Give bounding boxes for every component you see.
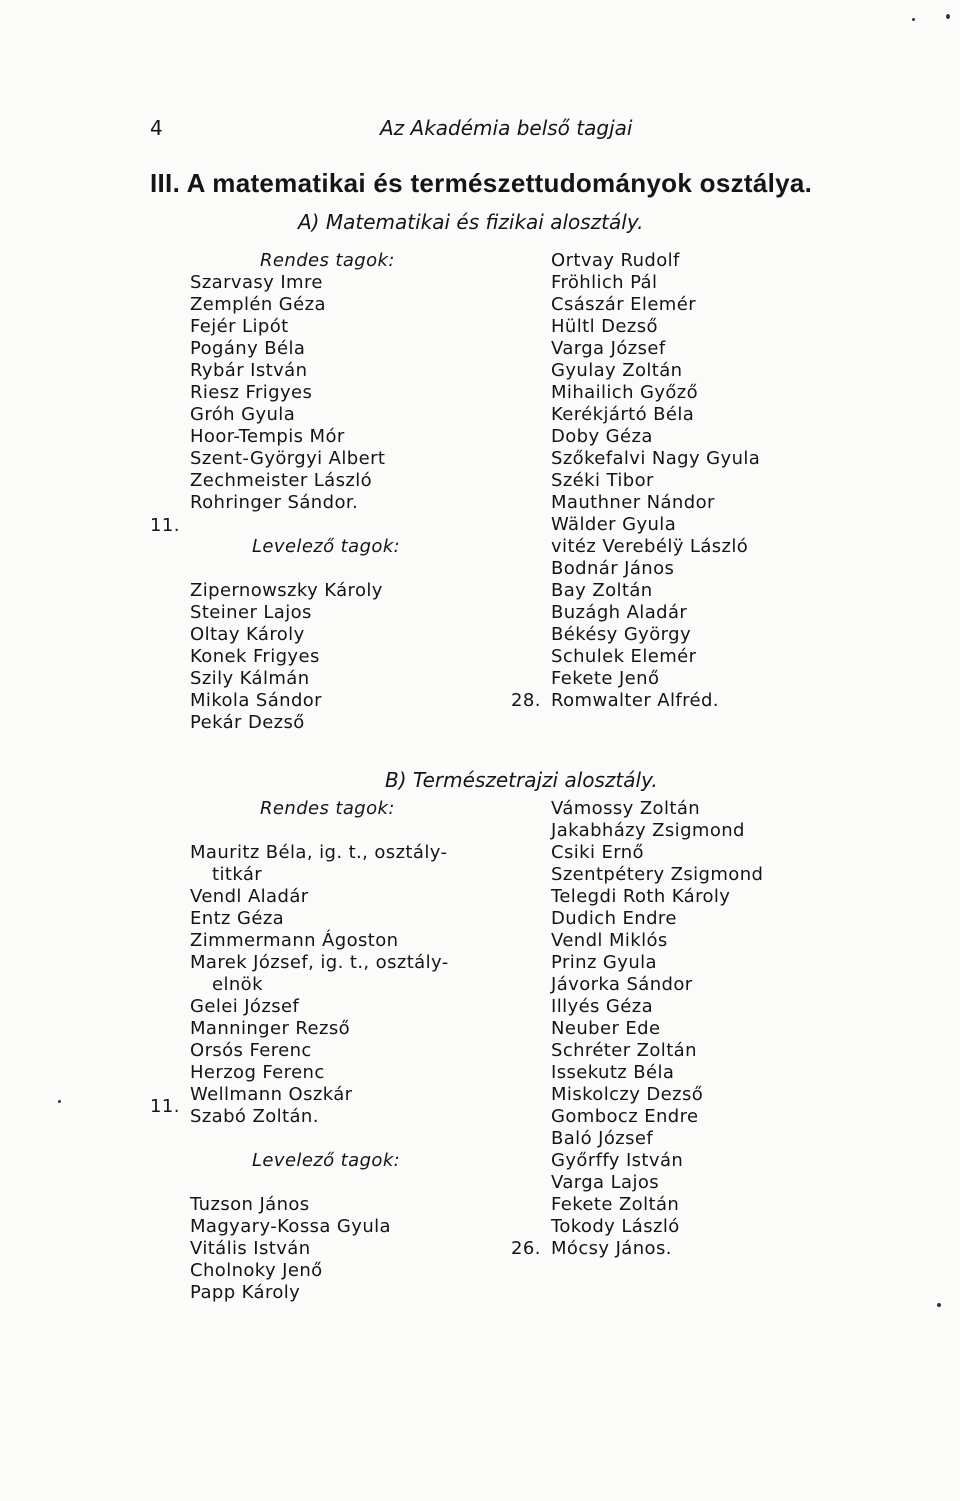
page-number: 4 [150,116,163,140]
member-name: Mihailich Győző [551,382,699,403]
member-name: Orsós Ferenc [190,1040,312,1061]
member-name: Wälder Gyula [551,514,677,535]
subsection-b-left-column [190,798,449,1304]
member-name: Győrffy István [551,1150,684,1171]
member-name: Illyés Géza [551,996,654,1017]
member-name: Cholnoky Jenő [190,1260,323,1281]
member-name: Szent-Györgyi Albert [190,448,386,469]
member-name: Konek Frigyes [190,646,320,667]
member-name: Marek József, ig. t., osztály- [190,952,449,973]
rendes-list [190,272,400,514]
levelezo-list-right [551,798,763,1260]
member-name: Issekutz Béla [551,1062,675,1083]
scan-speck [58,1100,61,1103]
member-name: Mócsy János. [551,1238,672,1259]
rendes-label: Rendes tagok: [260,250,395,271]
scan-speck [946,14,950,19]
member-name: Fejér Lipót [190,316,289,337]
member-name: Hültl Dezső [551,316,658,337]
member-name: Zimmermann Ágoston [190,930,399,951]
member-name: Neuber Ede [551,1018,661,1039]
member-name: Entz Géza [190,908,285,929]
member-name: Vitális István [190,1238,311,1259]
member-name: Bodnár János [551,558,675,579]
member-name: Bay Zoltán [551,580,653,601]
member-name: Papp Károly [190,1282,301,1303]
subsection-b-right-column [551,798,763,1260]
member-name: Szentpétery Zsigmond [551,864,764,885]
member-name: Gróh Gyula [190,404,296,425]
levelezo-label: Levelező tagok: [252,536,401,557]
member-name: Vámossy Zoltán [551,798,701,819]
member-name: Mauritz Béla, ig. t., osztály- [190,842,448,863]
member-name: Telegdi Roth Károly [551,886,731,907]
section-title: III. A matematikai és természettudományok osztálya. [150,168,813,198]
member-name: Szabó Zoltán. [190,1106,319,1127]
levelezo-list-left [190,1194,449,1304]
levelezo-count: 26. [511,1238,541,1259]
member-name: Schulek Elemér [551,646,697,667]
member-name: Csiki Ernő [551,842,644,863]
member-name: Széki Tibor [551,470,654,491]
member-name: Jávorka Sándor [551,974,693,995]
member-name: Manninger Rezső [190,1018,351,1039]
levelezo-list-right [551,250,760,712]
member-name: Wellmann Oszkár [190,1084,353,1105]
member-name: Pogány Béla [190,338,306,359]
member-name: Romwalter Alfréd. [551,690,719,711]
member-name: Fekete Zoltán [551,1194,680,1215]
member-name: Zipernowszky Károly [190,580,383,601]
member-name: Hoor-Tempis Mór [190,426,345,447]
member-name: Kerékjártó Béla [551,404,695,425]
member-name: Gombocz Endre [551,1106,699,1127]
member-name: Jakabházy Zsigmond [551,820,745,841]
member-name: Steiner Lajos [190,602,312,623]
rendes-label: Rendes tagok: [260,798,395,819]
member-name: Rohringer Sándor. [190,492,359,513]
member-name: Mauthner Nándor [551,492,715,513]
member-name: Doby Géza [551,426,653,447]
member-name: Herzog Ferenc [190,1062,325,1083]
member-name: Szarvasy Imre [190,272,323,293]
member-name: Ortvay Rudolf [551,250,680,271]
subsection-a-title: A) Matematikai és fizikai alosztály. [298,210,644,234]
member-name: Zechmeister László [190,470,373,491]
member-name: Pekár Dezső [190,712,305,733]
member-name: Magyary-Kossa Gyula [190,1216,391,1237]
rendes-count: 11. [150,1096,180,1117]
member-name: Fröhlich Pál [551,272,658,293]
member-name: Gelei József [190,996,300,1017]
levelezo-list-left [190,580,400,734]
member-name: Riesz Frigyes [190,382,313,403]
member-name: Zemplén Géza [190,294,326,315]
scan-speck [912,18,915,21]
member-name: elnök [212,974,263,995]
member-name: Varga Lajos [551,1172,660,1193]
rendes-list [190,842,449,1128]
member-name: Buzágh Aladár [551,602,688,623]
member-name: Mikola Sándor [190,690,322,711]
levelezo-label: Levelező tagok: [252,1150,401,1171]
member-name: Császár Elemér [551,294,697,315]
levelezo-count: 28. [511,690,541,711]
subsection-b-title: B) Természetrajzi alosztály. [385,768,658,792]
member-name: Vendl Aladár [190,886,309,907]
subsection-a-right-column [551,250,760,712]
member-name: Schréter Zoltán [551,1040,697,1061]
member-name: Rybár István [190,360,308,381]
member-name: vitéz Verebélÿ László [551,536,749,557]
member-name: Gyulay Zoltán [551,360,683,381]
member-name: Oltay Károly [190,624,305,645]
member-name: Vendl Miklós [551,930,668,951]
member-name: Baló József [551,1128,654,1149]
member-name: Varga József [551,338,666,359]
member-name: Prinz Gyula [551,952,657,973]
member-name: titkár [212,864,263,885]
member-name: Tokody László [551,1216,680,1237]
member-name: Fekete Jenő [551,668,660,689]
member-name: Szőkefalvi Nagy Gyula [551,448,761,469]
member-name: Békésy György [551,624,692,645]
running-title: Az Akadémia belső tagjai [380,116,633,140]
subsection-a-left-column [190,250,400,734]
member-name: Dudich Endre [551,908,677,929]
scan-speck [937,1303,941,1307]
rendes-count: 11. [150,515,180,536]
member-name: Szily Kálmán [190,668,310,689]
member-name: Miskolczy Dezső [551,1084,704,1105]
member-name: Tuzson János [190,1194,310,1215]
